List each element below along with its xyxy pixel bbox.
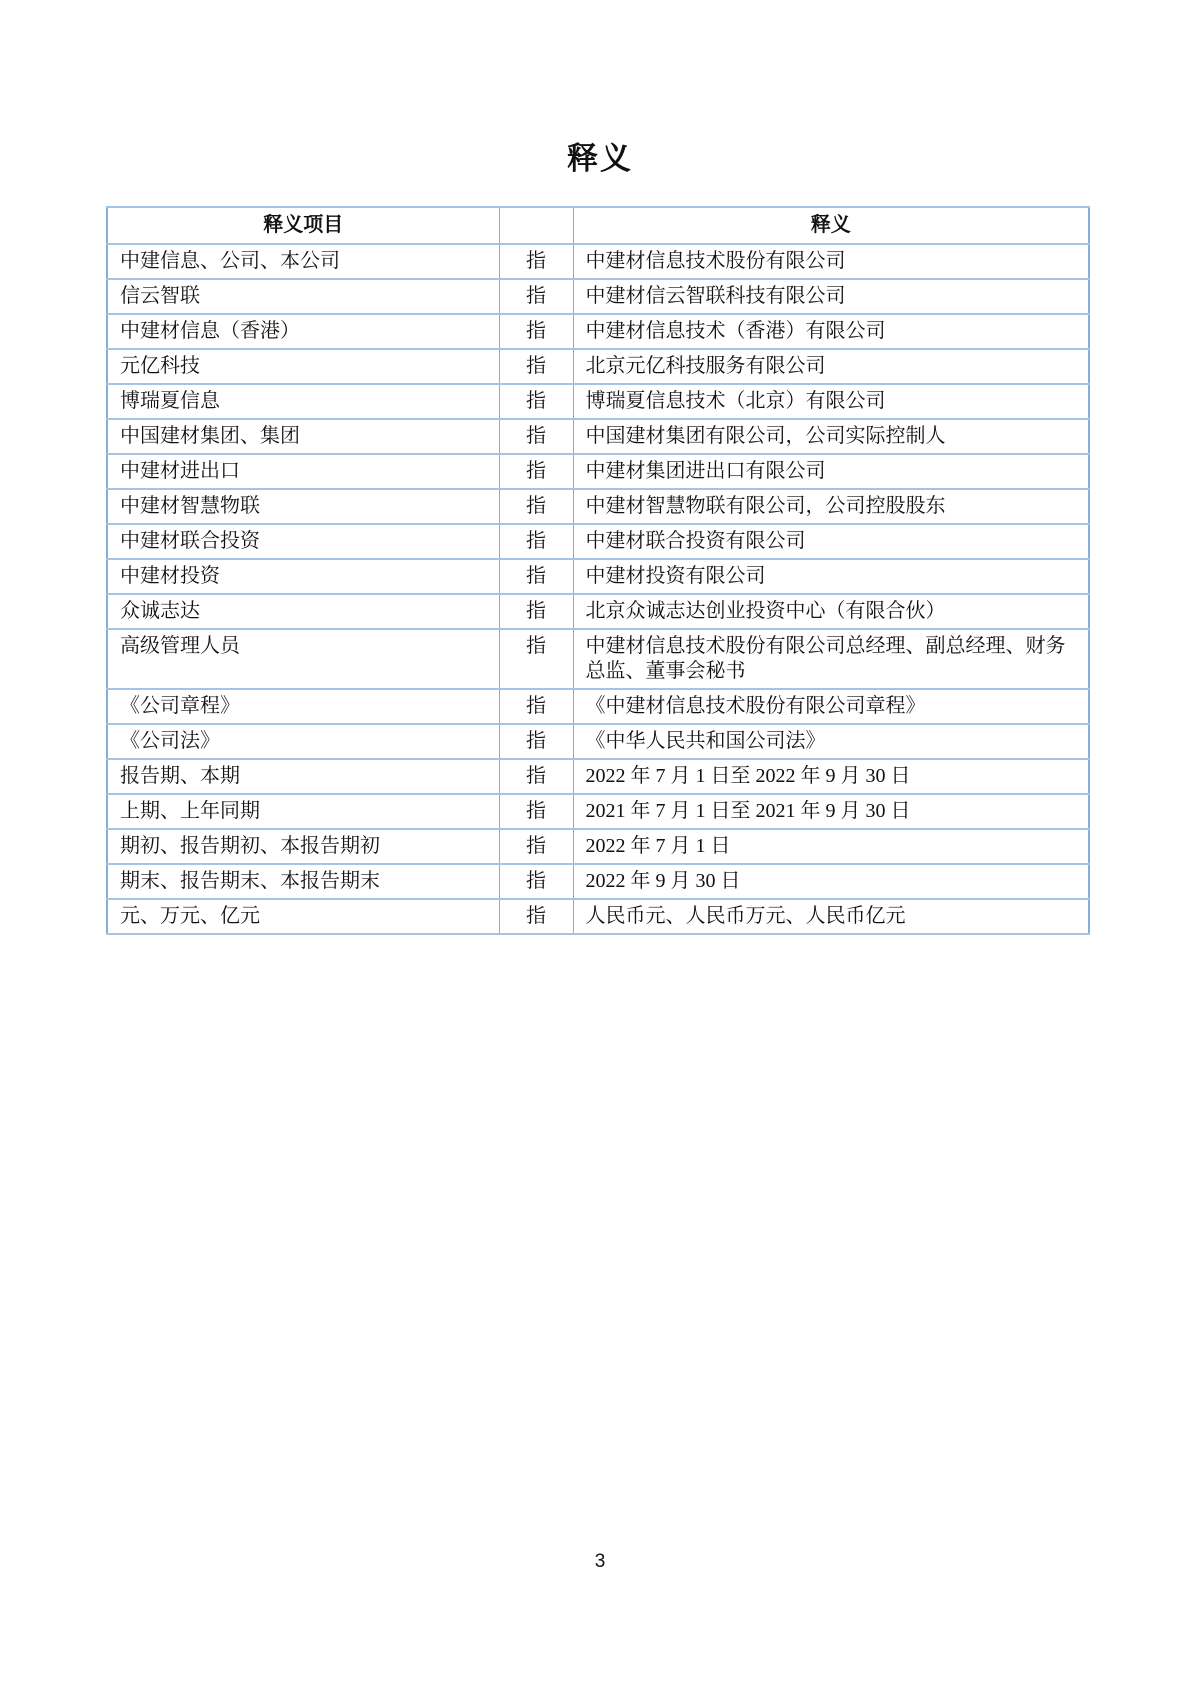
zhi-cell: 指 bbox=[499, 349, 573, 384]
definition-cell: 《中华人民共和国公司法》 bbox=[573, 724, 1089, 759]
definition-cell: 中建材信息技术股份有限公司总经理、副总经理、财务总监、董事会秘书 bbox=[573, 629, 1089, 689]
zhi-cell: 指 bbox=[499, 454, 573, 489]
header-middle bbox=[499, 207, 573, 244]
definitions-table bbox=[106, 206, 1090, 935]
term-cell: 上期、上年同期 bbox=[107, 794, 499, 829]
table-row bbox=[107, 244, 1089, 279]
table-row bbox=[107, 594, 1089, 629]
table-row bbox=[107, 629, 1089, 689]
term-cell: 元、万元、亿元 bbox=[107, 899, 499, 934]
definition-cell: 2022 年 7 月 1 日 bbox=[573, 829, 1089, 864]
term-cell: 信云智联 bbox=[107, 279, 499, 314]
zhi-cell: 指 bbox=[499, 594, 573, 629]
header-term: 释义项目 bbox=[107, 207, 499, 244]
term-cell: 中建材信息（香港） bbox=[107, 314, 499, 349]
term-cell: 众诚志达 bbox=[107, 594, 499, 629]
table-row bbox=[107, 384, 1089, 419]
definition-cell: 人民币元、人民币万元、人民币亿元 bbox=[573, 899, 1089, 934]
zhi-cell: 指 bbox=[499, 559, 573, 594]
term-cell: 中建信息、公司、本公司 bbox=[107, 244, 499, 279]
zhi-cell: 指 bbox=[499, 689, 573, 724]
term-cell: 中建材投资 bbox=[107, 559, 499, 594]
zhi-cell: 指 bbox=[499, 384, 573, 419]
page-number: 3 bbox=[594, 1551, 606, 1572]
zhi-cell: 指 bbox=[499, 244, 573, 279]
term-cell: 报告期、本期 bbox=[107, 759, 499, 794]
definition-cell: 中建材信息技术（香港）有限公司 bbox=[573, 314, 1089, 349]
zhi-cell: 指 bbox=[499, 759, 573, 794]
term-cell: 中国建材集团、集团 bbox=[107, 419, 499, 454]
definition-cell: 2022 年 7 月 1 日至 2022 年 9 月 30 日 bbox=[573, 759, 1089, 794]
term-cell: 中建材进出口 bbox=[107, 454, 499, 489]
zhi-cell: 指 bbox=[499, 314, 573, 349]
definition-cell: 2021 年 7 月 1 日至 2021 年 9 月 30 日 bbox=[573, 794, 1089, 829]
term-cell: 《公司章程》 bbox=[107, 689, 499, 724]
definition-cell: 中国建材集团有限公司，公司实际控制人 bbox=[573, 419, 1089, 454]
table-row bbox=[107, 419, 1089, 454]
definition-cell: 《中建材信息技术股份有限公司章程》 bbox=[573, 689, 1089, 724]
zhi-cell: 指 bbox=[499, 864, 573, 899]
table-header-row bbox=[107, 207, 1089, 244]
zhi-cell: 指 bbox=[499, 524, 573, 559]
zhi-cell: 指 bbox=[499, 279, 573, 314]
zhi-cell: 指 bbox=[499, 419, 573, 454]
definition-cell: 中建材信云智联科技有限公司 bbox=[573, 279, 1089, 314]
table-row bbox=[107, 759, 1089, 794]
term-cell: 期末、报告期末、本报告期末 bbox=[107, 864, 499, 899]
term-cell: 博瑞夏信息 bbox=[107, 384, 499, 419]
definition-cell: 中建材联合投资有限公司 bbox=[573, 524, 1089, 559]
definition-cell: 中建材投资有限公司 bbox=[573, 559, 1089, 594]
definition-cell: 中建材信息技术股份有限公司 bbox=[573, 244, 1089, 279]
zhi-cell: 指 bbox=[499, 489, 573, 524]
definition-cell: 北京元亿科技服务有限公司 bbox=[573, 349, 1089, 384]
header-definition: 释义 bbox=[573, 207, 1089, 244]
table-row bbox=[107, 864, 1089, 899]
definition-cell: 2022 年 9 月 30 日 bbox=[573, 864, 1089, 899]
table-row bbox=[107, 279, 1089, 314]
zhi-cell: 指 bbox=[499, 899, 573, 934]
term-cell: 中建材智慧物联 bbox=[107, 489, 499, 524]
zhi-cell: 指 bbox=[499, 794, 573, 829]
definition-cell: 中建材智慧物联有限公司，公司控股股东 bbox=[573, 489, 1089, 524]
table-row bbox=[107, 314, 1089, 349]
table-row bbox=[107, 489, 1089, 524]
table-row bbox=[107, 899, 1089, 934]
zhi-cell: 指 bbox=[499, 724, 573, 759]
definition-cell: 北京众诚志达创业投资中心（有限合伙） bbox=[573, 594, 1089, 629]
table-row bbox=[107, 349, 1089, 384]
zhi-cell: 指 bbox=[499, 829, 573, 864]
table-row bbox=[107, 524, 1089, 559]
zhi-cell: 指 bbox=[499, 629, 573, 689]
definition-cell: 博瑞夏信息技术（北京）有限公司 bbox=[573, 384, 1089, 419]
table-row bbox=[107, 829, 1089, 864]
table-row bbox=[107, 689, 1089, 724]
table-row bbox=[107, 724, 1089, 759]
page-title: 释义 bbox=[567, 141, 633, 176]
table-row bbox=[107, 559, 1089, 594]
term-cell: 《公司法》 bbox=[107, 724, 499, 759]
definition-cell: 中建材集团进出口有限公司 bbox=[573, 454, 1089, 489]
table-row bbox=[107, 794, 1089, 829]
term-cell: 中建材联合投资 bbox=[107, 524, 499, 559]
term-cell: 期初、报告期初、本报告期初 bbox=[107, 829, 499, 864]
term-cell: 高级管理人员 bbox=[107, 629, 499, 689]
term-cell: 元亿科技 bbox=[107, 349, 499, 384]
table-row bbox=[107, 454, 1089, 489]
